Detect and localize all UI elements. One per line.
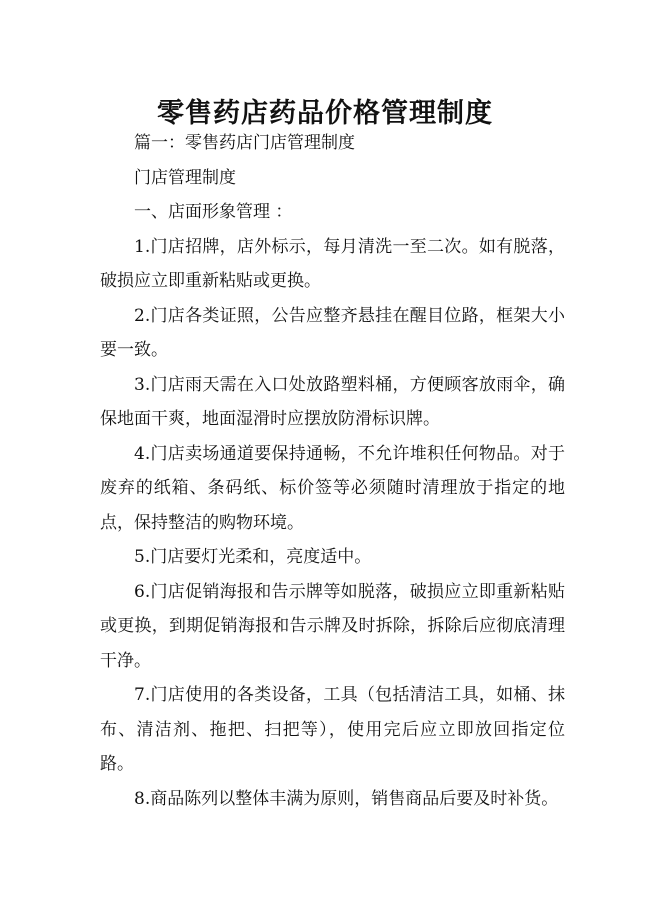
paragraph: 2.门店各类证照，公告应整齐悬挂在醒目位路，框架大小要一致。	[100, 305, 565, 360]
paragraph: 4.门店卖场通道要保持通畅，不允许堆积任何物品。对于废弃的纸箱、条码纸、标价签等必须随时清理放于指定的地点，保持整洁的购物环境。	[100, 443, 565, 533]
section-heading: 篇一：零售药店门店管理制度	[134, 133, 355, 153]
paragraph: 8.商品陈列以整体丰满为原则，销售商品后要及时补货。	[134, 788, 559, 809]
chapter-heading: 一、店面形象管理 ：	[134, 202, 293, 222]
document-body	[100, 126, 565, 816]
document-title: 零售药店药品价格管理制度	[157, 98, 493, 130]
paragraph: 3.门店雨天需在入口处放路塑料桶，方便顾客放雨伞，确保地面干爽，地面湿滑时应摆放防滑标识牌。	[100, 374, 565, 429]
paragraph: 6.门店促销海报和告示牌等如脱落，破损应立即重新粘贴或更换，到期促销海报和告示牌及时拆除，拆除后应彻底清理干净。	[100, 581, 565, 671]
paragraph: 5.门店要灯光柔和，亮度适中。	[134, 547, 372, 567]
subsection-heading: 门店管理制度	[134, 167, 236, 188]
paragraph: 1.门店招牌，店外标示，每月清洗一至二次。如有脱落，破损应立即重新粘贴或更换。	[100, 236, 565, 291]
paragraph: 7.门店使用的各类设备，工具（包括清洁工具，如桶、抹布、清洁剂、拖把、扫把等），使用完后应立即放回指定位路。	[100, 685, 565, 774]
